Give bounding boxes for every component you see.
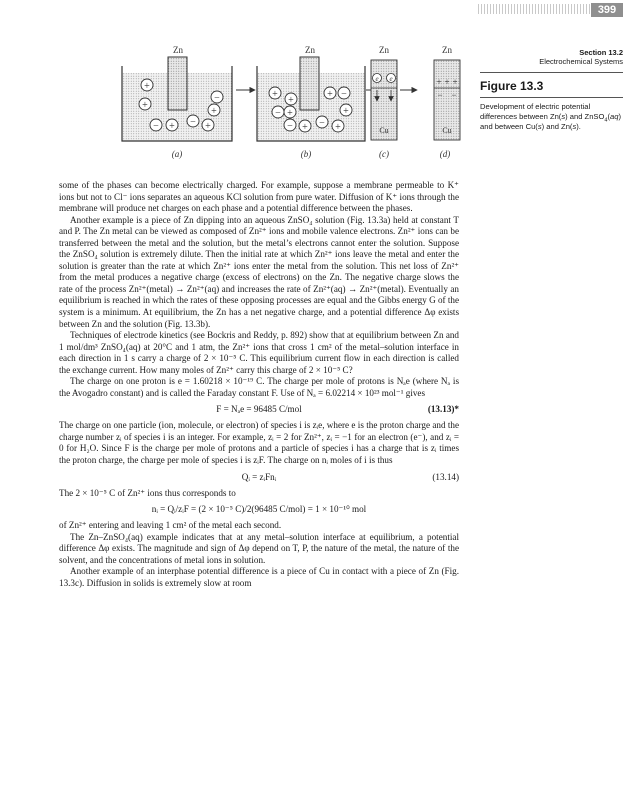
equation-13-14-body: Qᵢ = zᵢFnᵢ: [241, 471, 277, 482]
svg-text:+: +: [288, 95, 294, 106]
page-number: 399: [591, 3, 623, 17]
paragraph-membrane: some of the phases can become electrically charged. For example, suppose a membrane permeable to K⁺ ions but not to Cl⁻ ions separates an aqueous KCl solution from pure water. Diffusion of K⁺ ions through the membrane will produce net charges on each phase and a potential difference between the phases.: [59, 180, 459, 214]
svg-text:+: +: [444, 77, 450, 87]
svg-text:−: −: [319, 118, 325, 129]
paragraph-electrode-kinetics: Techniques of electrode kinetics (see Bockris and Reddy, p. 892) show that at equilibrium between Zn and 1 mol/dm³ ZnSO₄(aq) at 20°C and 1 atm, the Zn²⁺ ions that cross 1 cm² of the metal–solution interface in each direction in 1 s carry a charge of 2 × 10⁻⁵ C. This equilibrium current flow in each direction is called the exchange current. How many moles of Zn²⁺ carry this charge of 2 × 10⁻⁵ C?: [59, 330, 459, 375]
svg-text:+: +: [335, 122, 341, 133]
equation-13-14: [59, 467, 459, 488]
svg-text:e: e: [375, 75, 379, 83]
panel-d-zn-label: Zn: [442, 45, 452, 55]
figure-caption: Development of electric potential differences between Zn(s) and ZnSO$_4$(aq) and between Cu(s) and Zn(s).: [480, 102, 621, 131]
panel-c-cu-label: Cu: [379, 126, 389, 135]
paragraph-entering-leaving: of Zn²⁺ entering and leaving 1 cm² of the metal each second.: [59, 520, 282, 531]
svg-text:−: −: [437, 90, 443, 100]
panel-a: [122, 45, 232, 159]
equation-13-13-number: (13.13)*: [427, 404, 459, 415]
panel-a-label: (a): [171, 149, 183, 159]
panel-c-label: (c): [379, 149, 389, 159]
paragraph-zn-example: Another example is a piece of Zn dipping into an aqueous ZnSO₄ solution (Fig. 13.3a) held at constant T and P. The Zn metal can be viewed as composed of Zn²⁺ ions and mobile valence electrons. Zn²⁺ ions can be transferred between the metal and the solution, but the metal’s electrons cannot enter the solution. Suppose the ZnSO₄ solution is extremely dilute. Then the initial rate at which Zn²⁺ ions leave the metal and enter the solution is greater than the rate at which Zn²⁺ ions enter the metal from the solution. This net loss of Zn²⁺ from the metal produces a negative charge (excess of electrons) on the Zn. The negative charge slows the rate of the process Zn²⁺(metal) → Zn²⁺(aq) and increases the rate of Zn²⁺(aq) → Zn²⁺(metal). Eventually an equilibrium is reached in which the rates of these opposing processes are equal and the Gibbs energy G of the system is a minimum. At equilibrium, the Zn has a net negative charge, and a potential difference Δφ exists between Zn and the solution (Fig. 13.3b).: [59, 214, 459, 329]
svg-text:+: +: [452, 77, 458, 87]
svg-text:+: +: [142, 100, 148, 111]
paragraph-interface: The Zn–ZnSO₄(aq) example indicates that at any metal–solution interface at equilibrium, a potential difference Δφ exists. The magnitude and sign of Δφ depend on T, P, the nature of the metal, the nature of the solvent, and the concentrations of metal ions in solution.: [59, 531, 459, 565]
svg-text:+: +: [169, 121, 175, 132]
panel-d: [434, 45, 460, 159]
panel-d-label: (d): [439, 149, 451, 159]
equation-13-13: [59, 399, 459, 420]
figure-rule-bottom: [480, 97, 623, 98]
svg-text:+: +: [327, 89, 333, 100]
body-text: [59, 180, 459, 589]
svg-text:+: +: [144, 81, 150, 92]
panel-d-cu-label: Cu: [442, 126, 452, 135]
svg-text:+: +: [343, 106, 349, 117]
paragraph-corresponds: The 2 × 10⁻⁵ C of Zn²⁺ ions thus corresponds to: [59, 487, 236, 498]
paragraph-cu-zn: Another example of an interphase potential difference is a piece of Cu in contact with a piece of Zn (Fig. 13.3c). Diffusion in solids is extremely slow at room: [59, 566, 459, 588]
svg-text:−: −: [153, 121, 159, 132]
figure-rule-top: [480, 72, 623, 73]
svg-text:−: −: [287, 121, 293, 132]
svg-text:−: −: [214, 93, 220, 104]
paragraph-faraday: The charge on one proton is e = 1.60218 × 10⁻¹⁹ C. The charge per mole of protons is Nₐe (where Nₐ is the Avogadro constant) and is called the Faraday constant F. Use of Nₐ = 6.02214 × 10²³ mol⁻¹ gives: [59, 376, 459, 398]
figure-title: Figure 13.3: [480, 79, 544, 93]
svg-text:+: +: [287, 108, 293, 119]
panel-c-zn-label: Zn: [379, 45, 389, 55]
panel-b-label: (b): [300, 149, 312, 159]
svg-text:+: +: [436, 77, 442, 87]
section-title: Electrochemical Systems: [539, 57, 623, 66]
header-decoration: [478, 4, 592, 14]
section-number: Section 13.2: [579, 48, 623, 57]
svg-text:−: −: [275, 108, 281, 119]
equation-13-14-number: (13.14): [432, 471, 459, 482]
svg-text:−: −: [341, 89, 347, 100]
svg-text:+: +: [302, 122, 308, 133]
panel-b-zn-label: Zn: [305, 45, 315, 55]
paragraph-charge-number: The charge on one particle (ion, molecule, or electron) of species i is zᵢe, where e is the proton charge and the charge number zᵢ of species i is an integer. For example, zᵢ = 2 for Zn²⁺, zᵢ = −1 for an electron (e⁻), and zᵢ = 0 for H₂O. Since F is the charge per mole of protons and a particle of species i has a charge that is zᵢ times the proton charge, the charge per mole of species i is zᵢF. The charge on nᵢ moles of i is thus: [59, 420, 459, 466]
panel-a-zn-label: Zn: [173, 45, 183, 55]
svg-text:+: +: [211, 106, 217, 117]
equation-moles-body: nᵢ = Qᵢ/zᵢF = (2 × 10⁻⁵ C)/2(96485 C/mol) = 1 × 10⁻¹⁰ mol: [151, 504, 367, 515]
figure-13-3-diagram: [0, 0, 470, 170]
svg-text:+: +: [205, 121, 211, 132]
svg-text:−: −: [451, 90, 457, 100]
svg-text:+: +: [272, 89, 278, 100]
panel-b: [257, 45, 365, 159]
panel-c: [371, 45, 397, 159]
svg-text:e: e: [389, 75, 393, 83]
svg-text:−: −: [190, 117, 196, 128]
equation-moles: [59, 499, 459, 520]
equation-13-13-body: F = Nₐe = 96485 C/mol: [216, 404, 302, 415]
